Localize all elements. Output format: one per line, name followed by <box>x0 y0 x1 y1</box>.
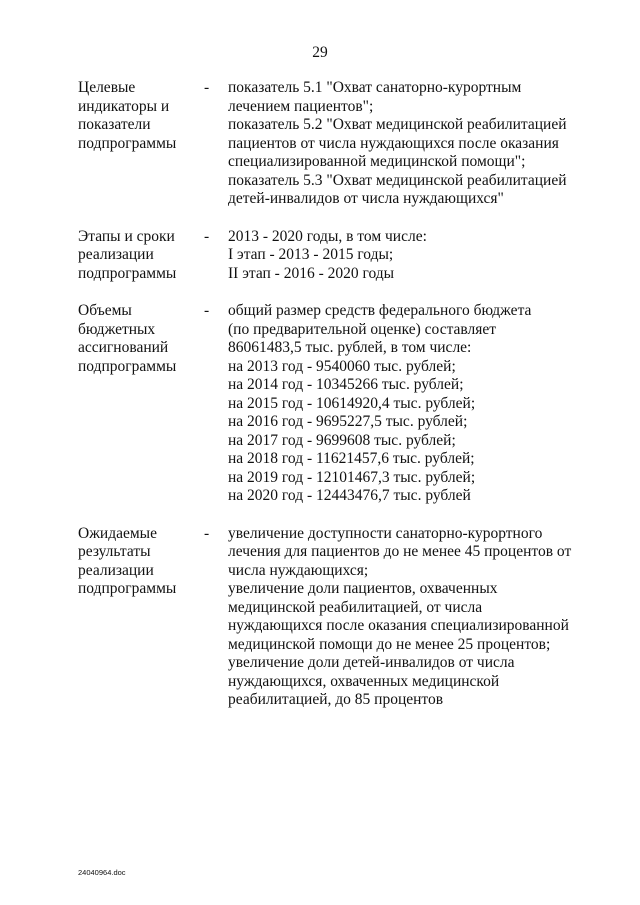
section-body <box>228 79 600 209</box>
label-line: подпрограммы <box>78 580 177 597</box>
body-line: лечением пациентов"; <box>228 97 374 115</box>
label-line: подпрограммы <box>78 134 177 152</box>
body-line: детей-инвалидов от числа нуждающихся" <box>228 190 504 207</box>
body-line: реабилитацией, до 85 процентов <box>228 691 444 708</box>
section-stages-and-terms <box>78 228 618 284</box>
label-line: реализации <box>78 246 154 263</box>
section-body <box>228 302 600 506</box>
body-line: 86061483,5 тыс. рублей, в том числе: <box>228 339 472 356</box>
body-line: показатель 5.1 "Охват санаторно-курортным <box>228 79 522 96</box>
body-line: на 2020 год - 12443476,7 тыс. рублей <box>228 487 471 504</box>
body-line: I этап - 2013 - 2015 годы; <box>228 246 394 263</box>
section-expected-results <box>78 525 618 710</box>
section-budget-allocations <box>78 302 618 506</box>
body-line: (по предварительной оценке) составляет <box>228 320 497 338</box>
body-line: на 2016 год - 9695227,5 тыс. рублей; <box>228 413 468 430</box>
label-line: ассигнований <box>78 339 169 356</box>
body-line: увеличение доли пациентов, охваченных <box>228 580 498 597</box>
label-line: индикаторы и <box>78 97 170 115</box>
label-line: Этапы и сроки <box>78 227 175 245</box>
section-label <box>78 79 204 153</box>
body-line: увеличение доли детей-инвалидов от числа <box>228 654 515 671</box>
label-line: бюджетных <box>78 320 156 338</box>
section-dash: - <box>204 79 210 96</box>
section-label <box>78 302 204 376</box>
label-line: реализации <box>78 561 154 579</box>
label-line: результаты <box>78 543 151 560</box>
body-line: лечения для пациентов до не менее 45 процентов от <box>228 543 572 560</box>
body-line: на 2015 год - 10614920,4 тыс. рублей; <box>228 394 476 412</box>
body-line: нуждающихся, охваченных медицинской <box>228 672 500 690</box>
passport-sections <box>78 79 618 710</box>
body-line: медицинской реабилитацией, от числа <box>228 598 483 616</box>
label-line: показатели <box>78 116 151 133</box>
body-line: 2013 - 2020 годы, в том числе: <box>228 227 427 245</box>
body-line: медицинской помощи до не менее 25 процентов; <box>228 635 551 653</box>
label-line: Ожидаемые <box>78 524 157 542</box>
section-target-indicators <box>78 79 618 209</box>
section-body <box>228 525 600 710</box>
body-line: общий размер средств федерального бюджета <box>228 302 532 319</box>
body-line: увеличение доступности санаторно-курортного <box>228 524 543 542</box>
body-line: показатель 5.3 "Охват медицинской реабилитацией <box>228 171 567 189</box>
body-line: числа нуждающихся; <box>228 561 369 579</box>
body-line: специализированной медицинской помощи"; <box>228 153 526 170</box>
body-line: на 2014 год - 10345266 тыс. рублей; <box>228 376 464 393</box>
section-body <box>228 228 600 284</box>
section-dash: - <box>204 227 210 245</box>
label-line: подпрограммы <box>78 357 177 375</box>
body-line: пациентов от числа нуждающихся после оказания <box>228 134 559 152</box>
label-line: подпрограммы <box>78 264 177 282</box>
footer-filename: 24040964.doc <box>78 868 126 877</box>
section-dash: - <box>204 524 210 542</box>
body-line: на 2013 год - 9540060 тыс. рублей; <box>228 357 456 375</box>
section-label <box>78 525 204 599</box>
section-dash: - <box>204 302 210 319</box>
body-line: на 2019 год - 12101467,3 тыс. рублей; <box>228 468 476 486</box>
label-line: Целевые <box>78 79 136 96</box>
section-label <box>78 228 204 284</box>
page-number: 29 <box>312 44 328 61</box>
body-line: нуждающихся после оказания специализированной <box>228 617 569 634</box>
label-line: Объемы <box>78 302 132 319</box>
body-line: на 2018 год - 11621457,6 тыс. рублей; <box>228 450 475 467</box>
body-line: показатель 5.2 "Охват медицинской реабилитацией <box>228 116 567 133</box>
body-line: II этап - 2016 - 2020 годы <box>228 264 395 282</box>
body-line: на 2017 год - 9699608 тыс. рублей; <box>228 431 456 449</box>
